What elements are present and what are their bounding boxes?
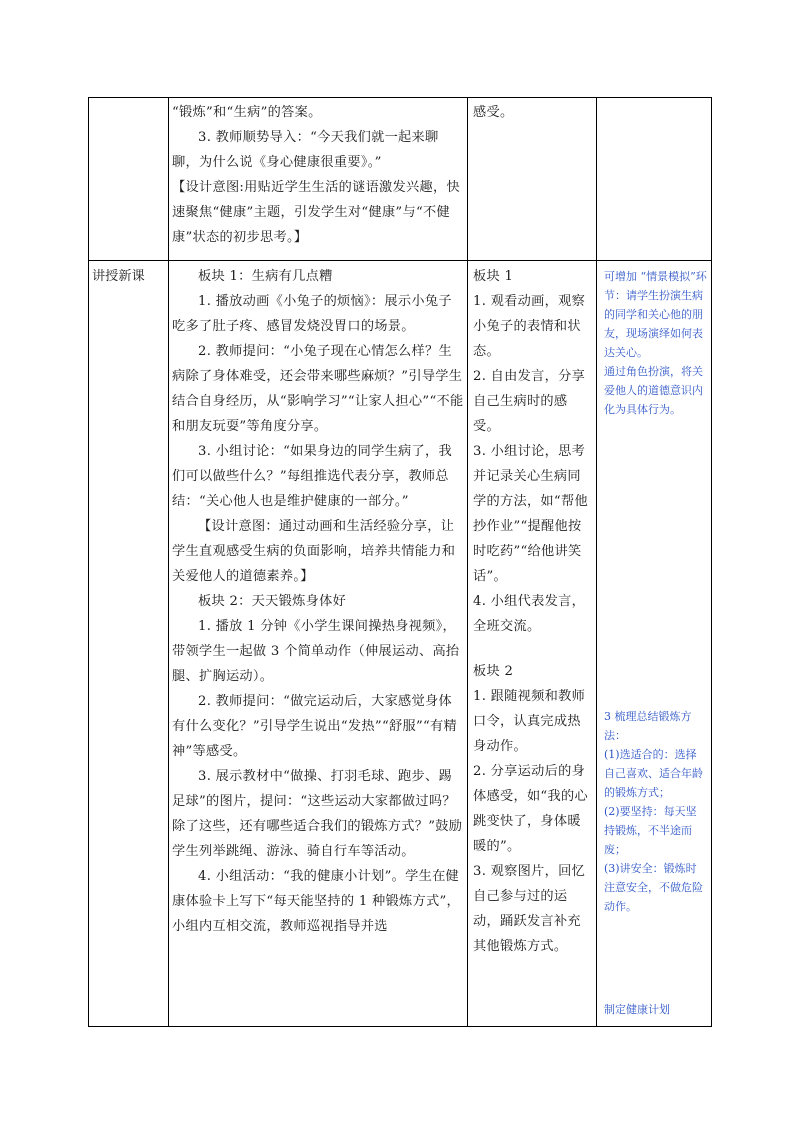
block1-step3: 3. 小组讨论：“如果身边的同学生病了，我们可以做些什么？”每组推选代表分享，教师总结：“关心他人也是维护健康的一部分。” — [172, 444, 453, 509]
row1-student-cell — [473, 100, 591, 125]
row1-teacher-line2: 3. 教师顺势导入：“今天我们就一起来聊聊，为什么说《身心健康很重要》。” — [172, 130, 439, 170]
row1-student-text: 感受。 — [473, 105, 514, 120]
notes-exercise-summary — [604, 707, 707, 916]
row2-teacher-cell — [172, 264, 464, 939]
block2-step4: 4. 小组活动：“我的健康小计划”。学生在健康体验卡上写下“每天能坚持的 1 种锻炼方式”，小组内互相交流，教师巡视指导并选 — [172, 869, 461, 934]
block2-step3: 3. 展示教材中“做操、打羽毛球、跑步、踢足球”的图片，提问：“这些运动大家都做过吗？除了这些，还有哪些适合我们的锻炼方式？”鼓励学生列举跳绳、游泳、骑自行车等活动。 — [172, 769, 463, 859]
block1-design-intent: 【设计意图：通过动画和生活经验分享，让学生直观感受生病的负面影响，培养共情能力和关爱他人的道德素养。】 — [172, 519, 456, 584]
column-divider-1 — [168, 97, 169, 1027]
block1-step1: 1. 播放动画《小兔子的烦恼》：展示小兔子吃多了肚子疼、感冒发烧没胃口的场景。 — [172, 294, 452, 334]
stage-cell — [92, 264, 166, 289]
student-block1-title: 板块 1 — [473, 269, 514, 284]
block1-step2: 2. 教师提问：“小兔子现在心情怎么样？生病除了身体难受，还会带来哪些麻烦？”引导学生结合自身经历，从“影响学习”“让家人担心”“不能和朋友玩耍”等角度分享。 — [172, 344, 464, 434]
table-border-right — [711, 97, 712, 1027]
student-block1-item1: 1. 观看动画，观察小兔子的表情和状态。 — [473, 294, 586, 359]
note-summary-title: 3 梳理总结锻炼方法： — [604, 710, 692, 742]
table-border-top — [88, 97, 712, 98]
notes-health-plan — [604, 1000, 707, 1019]
note-summary-item1: (1)选适合的：选择自己喜欢、适合年龄的锻炼方式； — [604, 748, 703, 799]
block2-title: 板块 2：天天锻炼身体好 — [198, 594, 347, 609]
row-divider — [88, 260, 712, 261]
row2-student-cell — [473, 264, 591, 959]
note-summary-item3: (3)讲安全：锻炼时注意安全，不做危险动作。 — [604, 862, 703, 913]
block2-step1: 1. 播放 1 分钟《小学生课间操热身视频》，带领学生一起做 3 个简单动作（伸展运动、高抬腿、扩胸运动）。 — [172, 619, 460, 684]
table-border-bottom — [88, 1026, 712, 1027]
lesson-plan-table — [88, 97, 712, 1027]
row1-teacher-cell — [172, 100, 464, 250]
note-role-play: 通过角色扮演，将关爱他人的道德意识内化为具体行为。 — [604, 365, 703, 416]
row1-design-intent: 【设计意图:用贴近学生生活的谜语激发兴趣，快速聚焦“健康”主题，引发学生对“健康”与“不健康”状态的初步思考。】 — [172, 180, 460, 245]
block1-title: 板块 1：生病有几点糟 — [198, 269, 333, 284]
note-summary-item2: (2)要坚持：每天坚持锻炼，不半途而废； — [604, 805, 697, 856]
student-block2-item2: 2. 分享运动后的身体感受，如“我的心跳变快了，身体暖暖的”。 — [473, 764, 588, 854]
row1-teacher-line1: “锻炼”和“生病”的答案。 — [172, 105, 322, 120]
note-scenario-simulation: 可增加 “情景模拟”环节：请学生扮演生病的同学和关心他的朋友，现场演绎如何表达关心。 — [604, 270, 707, 359]
student-block1-item2: 2. 自由发言，分享自己生病时的感受。 — [473, 369, 586, 434]
notes-cell — [604, 267, 707, 419]
note-health-plan: 制定健康计划 — [604, 1003, 670, 1016]
student-block2-item1: 1. 跟随视频和教师口令，认真完成热身动作。 — [473, 689, 586, 754]
student-block1-item3: 3. 小组讨论，思考并记录关心生病同学的方法，如“帮他抄作业”“提醒他按时吃药”“给他讲笑话”。 — [473, 444, 588, 584]
student-block2-title: 板块 2 — [473, 664, 514, 679]
student-block2-item3: 3. 观察图片，回忆自己参与过的运动，踊跃发言补充其他锻炼方式。 — [473, 864, 586, 954]
column-divider-2 — [467, 97, 468, 1027]
table-border-left — [88, 97, 89, 1027]
stage-label: 讲授新课 — [92, 269, 145, 284]
block2-step2: 2. 教师提问：“做完运动后，大家感觉身体有什么变化？”引导学生说出“发热”“舒服”“有精神”等感受。 — [172, 694, 458, 759]
student-block1-item4: 4. 小组代表发言，全班交流。 — [473, 594, 586, 634]
column-divider-3 — [596, 97, 597, 1027]
